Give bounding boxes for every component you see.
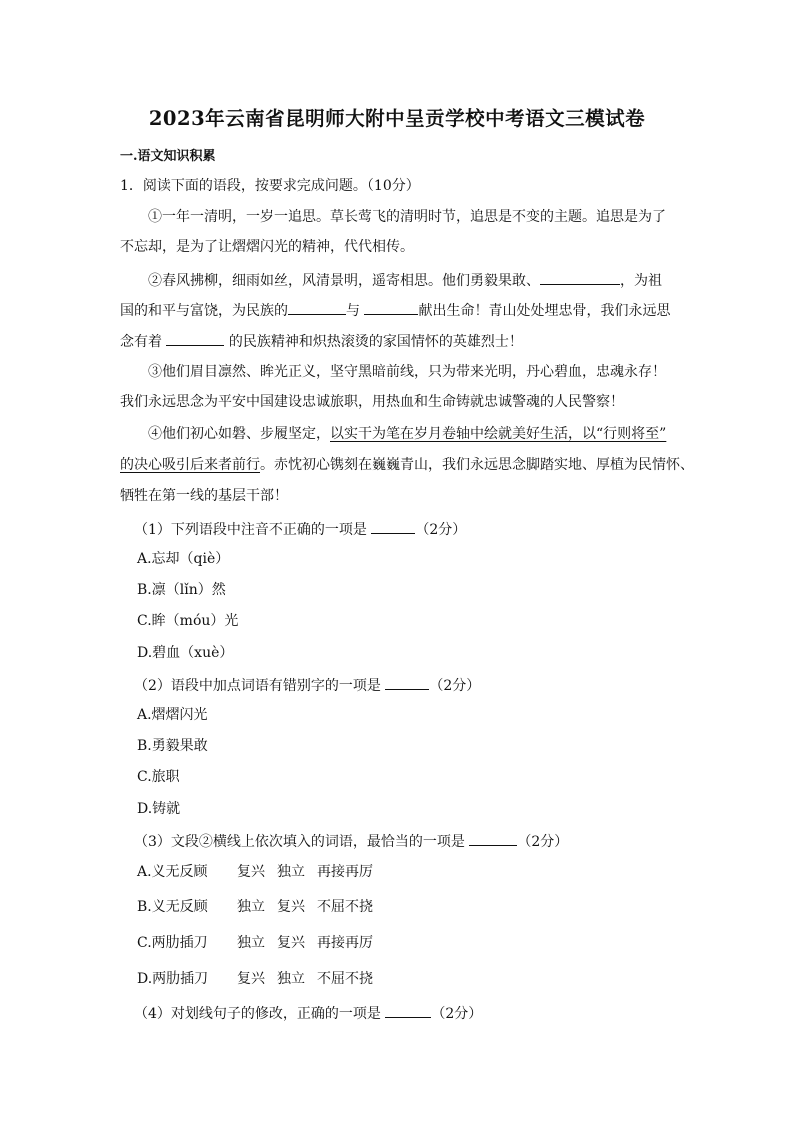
underlined-sentence-part-2: 的决心吸引后来者前行: [120, 457, 260, 473]
sub-3-option-d[interactable]: [137, 969, 373, 989]
sub-2-option-b[interactable]: B.勇毅果敢: [137, 738, 208, 754]
paragraph-4-line-1: [148, 424, 666, 444]
answer-blank-3[interactable]: [469, 830, 517, 846]
fill-blank-2[interactable]: [288, 299, 346, 315]
paragraph-4-line-3: 牺牲在第一线的基层干部！: [120, 488, 288, 504]
sub-3-option-a[interactable]: [137, 862, 373, 882]
option-word-3: 独立: [277, 864, 305, 880]
option-word-1: C.两肋插刀: [137, 935, 208, 951]
option-word-2: 独立: [237, 899, 265, 915]
option-word-1: D.两肋插刀: [137, 971, 209, 987]
option-word-2: 独立: [237, 935, 265, 951]
fill-blank-1[interactable]: [540, 269, 620, 285]
sub-1-option-d[interactable]: D.碧血（xuè）: [137, 645, 234, 661]
sub-question-1-stem: [134, 518, 466, 540]
sub-2-option-a[interactable]: A.熠熠闪光: [137, 707, 208, 723]
paragraph-2-text-g: 的民族精神和炽热滚烫的家国情怀的英雄烈士！: [224, 334, 523, 350]
sub-1-option-b[interactable]: B.凛（lǐn）然: [137, 582, 226, 598]
paragraph-2-line-1: [148, 269, 662, 291]
underlined-sentence-part-1: 以实干为笔在岁月卷轴中绘就美好生活，以“行则将至”: [330, 426, 667, 442]
option-word-4: 不屈不挠: [317, 971, 373, 987]
page-title: 2023年云南省昆明师大附中呈贡学校中考语文三模试卷: [148, 107, 646, 130]
paragraph-2-text-d: 与: [346, 303, 365, 319]
option-word-1: A.义无反顾: [137, 864, 208, 880]
sub-2-option-d[interactable]: D.铸就: [137, 801, 181, 817]
paragraph-2-text-f: 念有着: [120, 334, 167, 350]
sub-1-option-c[interactable]: C.眸（móu）光: [137, 613, 239, 629]
option-word-1: B.义无反顾: [137, 899, 208, 915]
sub-question-4-text: （4）对划线句子的修改，正确的一项是: [134, 1006, 386, 1022]
paragraph-3-line-1: ③他们眉目凛然、眸光正义，坚守黑暗前线，只为带来光明，丹心碧血，忠魂永存！: [148, 364, 666, 380]
question-1-stem: 1．阅读下面的语段，按要求完成问题。（10分）: [120, 178, 420, 194]
paragraph-2-text-c: 国的和平与富饶，为民族的: [120, 303, 288, 319]
sub-3-option-c[interactable]: [137, 933, 373, 953]
paragraph-2-text-a: ②春风拂柳，细雨如丝，风清景明，遥寄相思。他们勇毅果敢、: [148, 273, 540, 289]
sub-question-4-stem: [134, 1002, 482, 1024]
sub-1-option-a[interactable]: A.忘却（qiè）: [137, 551, 230, 567]
sub-question-3-points: （2分）: [517, 834, 569, 850]
option-word-4: 再接再厉: [317, 935, 373, 951]
option-word-3: 复兴: [277, 899, 305, 915]
sub-question-2-text: （2）语段中加点词语有错别字的一项是: [134, 678, 386, 694]
sub-question-1-points: （2分）: [415, 522, 467, 538]
sub-question-3-stem: [134, 830, 568, 852]
fill-blank-4[interactable]: [166, 330, 224, 346]
sub-2-option-c[interactable]: C.旅职: [137, 769, 180, 785]
option-word-3: 复兴: [277, 935, 305, 951]
fill-blank-3[interactable]: [364, 299, 418, 315]
paragraph-2-text-e: 献出生命！青山处处埋忠骨，我们永远思: [418, 303, 671, 319]
answer-blank-1[interactable]: [371, 518, 415, 534]
sub-question-2-points: （2分）: [429, 678, 481, 694]
paragraph-4-line-2: [120, 455, 694, 475]
paragraph-4-text-a: ④他们初心如磐、步履坚定，: [148, 426, 330, 442]
option-word-2: 复兴: [237, 971, 265, 987]
option-word-2: 复兴: [237, 864, 265, 880]
sub-question-4-points: （2分）: [431, 1006, 483, 1022]
paragraph-3-line-2: 我们永远思念为平安中国建设忠诚旅职，用热血和生命铸就忠诚警魂的人民警察！: [120, 394, 624, 410]
sub-question-1-text: （1）下列语段中注音不正确的一项是: [134, 522, 372, 538]
paragraph-2-line-2: [120, 299, 670, 321]
answer-blank-2[interactable]: [385, 674, 429, 690]
paragraph-2-text-b: ，为祖: [620, 273, 662, 289]
option-word-3: 独立: [277, 971, 305, 987]
sub-question-3-text: （3）文段②横线上依次填入的词语，最恰当的一项是: [134, 834, 470, 850]
sub-3-option-b[interactable]: [137, 897, 373, 917]
paragraph-1-line-1: ①一年一清明，一岁一追思。草长莺飞的清明时节，追思是不变的主题。追思是为了: [148, 209, 666, 225]
sub-question-2-stem: [134, 674, 480, 696]
answer-blank-4[interactable]: [385, 1002, 431, 1018]
option-word-4: 再接再厉: [317, 864, 373, 880]
option-word-4: 不屈不挠: [317, 899, 373, 915]
paragraph-2-line-3: [120, 330, 523, 352]
section-heading: 一.语文知识积累: [120, 149, 216, 164]
paragraph-4-text-b: 。赤忱初心镌刻在巍巍青山，我们永远思念脚踏实地、厚植为民情怀、: [260, 457, 694, 473]
paragraph-1-line-2: 不忘却，是为了让熠熠闪光的精神，代代相传。: [120, 239, 414, 255]
